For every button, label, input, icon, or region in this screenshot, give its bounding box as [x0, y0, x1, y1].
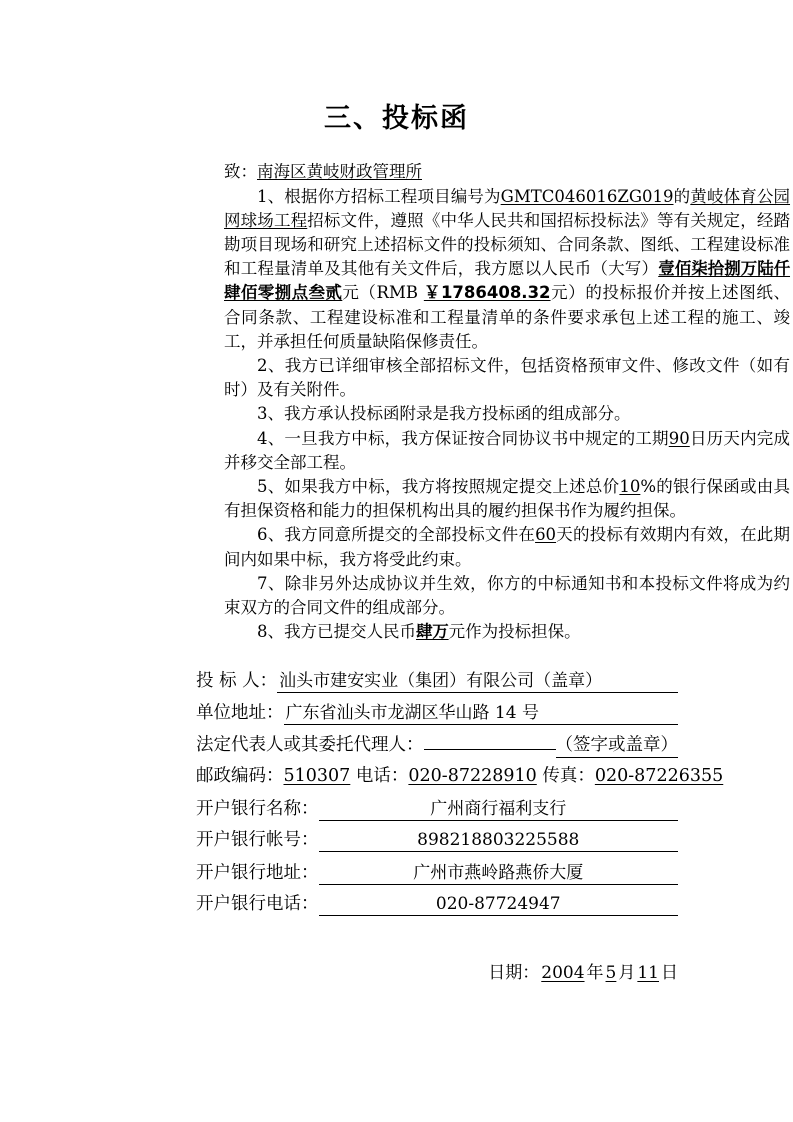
bank-phone-label: 开户银行电话：	[196, 894, 319, 915]
date-year[interactable]: 2004	[541, 963, 585, 984]
bid-amount-figure: ￥1786408.32	[423, 283, 551, 303]
bank-account-label: 开户银行帐号：	[196, 830, 319, 851]
clause-5-text-a: 5、如果我方中标，我方将按照规定提交上述总价	[257, 477, 620, 497]
bank-phone-value[interactable]: 020-87724947	[319, 894, 679, 916]
clause-4-text-b: 日历天内完成并移交全部工程。	[224, 428, 791, 472]
clause-6-text-a: 6、我方同意所提交的全部投标文件在	[257, 525, 536, 545]
signature-block	[196, 666, 724, 922]
clause-1	[224, 185, 790, 354]
bidder-row	[196, 666, 678, 698]
performance-guarantee-percent: 10	[619, 477, 641, 497]
page-title: 三、投标函	[324, 103, 469, 134]
project-name: 黄岐体育公园网球场工程	[224, 186, 791, 230]
bank-phone-row	[196, 890, 678, 922]
clause-6-text-b: 天的投标有效期内有效，在此期间内如果中标，我方将受此约束。	[224, 525, 790, 569]
date-label: 日期：	[488, 963, 540, 984]
bank-name-value[interactable]: 广州商行福利支行	[319, 794, 679, 821]
fax-value[interactable]: 020-87226355	[594, 766, 724, 787]
company-address-value[interactable]: 广东省汕头市龙湖区华山路 14 号	[284, 698, 679, 725]
bidder-value[interactable]: 汕头市建安实业（集团）有限公司（盖章）	[277, 666, 678, 693]
recipient-label: 致：	[224, 162, 257, 182]
project-number: GMTC046016ZG019	[500, 186, 674, 206]
legal-representative-label: 法定代表人或其委托代理人：	[196, 735, 424, 756]
bidder-label: 投 标 人：	[196, 671, 278, 692]
bank-account-row	[196, 826, 678, 858]
date-month-unit: 月	[618, 963, 636, 984]
date-day[interactable]: 11	[637, 963, 659, 984]
clause-1-text-e: 元）的投标报价并按上述图纸、合同条款、工程建设标准和工程量清单的条件要求承包上述工程的施工、竣工，并承担任何质量缺陷保修责任。	[224, 283, 790, 351]
clause-1-text-a: 1、根据你方招标工程项目编号为	[257, 186, 501, 206]
bank-address-row	[196, 858, 678, 890]
company-address-label: 单位地址：	[196, 703, 284, 724]
bank-name-label: 开户银行名称：	[196, 799, 319, 820]
bid-bond-amount: 肆万	[416, 622, 449, 642]
clause-1-text-b: 的	[673, 186, 691, 206]
legal-representative-note: （签字或盖章）	[556, 731, 679, 758]
clause-5	[224, 475, 790, 523]
clause-3: 3、我方承认投标函附录是我方投标函的组成部分。	[257, 404, 631, 424]
clause-1-text-c: 招标文件，遵照《中华人民共和国招标投标法》等有关规定，经踏勘项目现场和研究上述招标文件的投标须知、合同条款、图纸、工程建设标准和工程量清单及其他有关文件后，我方愿以人民币（大写）	[224, 210, 791, 279]
recipient-line	[224, 160, 790, 184]
clause-8	[224, 620, 790, 644]
clause-5-text-b: %的银行保函或由具有担保资格和能力的担保机构出具的履约担保书作为履约担保。	[224, 477, 791, 521]
recipient-name: 南海区黄岐财政管理所	[257, 162, 422, 182]
clause-1-text-d: 元（RMB	[342, 283, 418, 303]
postal-code-value[interactable]: 510307	[283, 766, 351, 787]
date-row	[0, 958, 678, 983]
bank-account-value[interactable]: 898218803225588	[319, 830, 679, 852]
clause-4-text-a: 4、一旦我方中标，我方保证按合同协议书中规定的工期	[257, 428, 669, 448]
legal-representative-row	[196, 730, 678, 762]
construction-period-days: 90	[668, 428, 690, 448]
clause-6	[224, 523, 790, 571]
bid-validity-days: 60	[535, 525, 557, 545]
date-year-unit: 年	[586, 963, 604, 984]
clause-8-text-a: 8、我方已提交人民币	[257, 622, 416, 642]
company-address-row	[196, 698, 678, 730]
clause-8-text-b: 元作为投标担保。	[448, 622, 581, 642]
clause-4	[224, 427, 790, 475]
contact-row	[196, 762, 724, 794]
document-body	[112, 160, 790, 644]
postal-code-label: 邮政编码：	[196, 766, 284, 787]
date-month[interactable]: 5	[605, 963, 617, 984]
date-day-unit: 日	[661, 963, 678, 984]
bank-address-label: 开户银行地址：	[196, 863, 319, 884]
bid-amount-words: 壹佰柒拾捌万陆仟肆佰零捌点叁贰	[224, 259, 791, 303]
clause-7: 7、除非另外达成协议并生效，你方的中标通知书和本投标文件将成为约束双方的合同文件的组成部分。	[224, 573, 790, 618]
legal-representative-signature-field[interactable]	[424, 730, 556, 750]
phone-label: 电话：	[355, 766, 409, 787]
phone-value[interactable]: 020-87228910	[408, 766, 537, 787]
clause-2: 2、我方已详细审核全部招标文件，包括资格预审文件、修改文件（如有时）及有关附件。	[224, 356, 790, 400]
bank-address-value[interactable]: 广州市燕岭路燕侨大厦	[319, 858, 679, 885]
fax-label: 传真：	[542, 766, 595, 787]
bank-name-row	[196, 794, 678, 826]
